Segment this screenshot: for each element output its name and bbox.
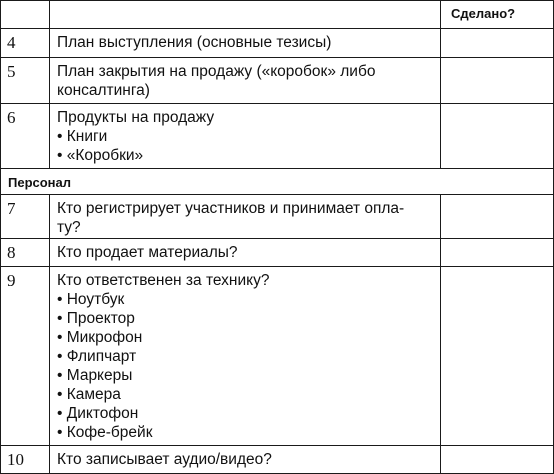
bullet-item: • Камера [57,385,437,404]
row-divider [0,103,554,104]
row-divider [0,168,554,169]
bullet-item: • Ноутбук [57,290,437,309]
bullet-item: • Кофе-брейк [57,423,437,442]
column-divider-done [440,0,441,168]
table-border-left [0,0,1,474]
row-divider [0,445,554,446]
row-divider [0,28,554,29]
row-text [57,108,437,165]
row-text [57,33,437,52]
row-text-line: План выступления (основные тезисы) [57,34,332,51]
row-number: 6 [7,108,16,127]
row-text-line: Продукты на продажу [57,109,215,126]
section-label: Персонал [8,175,72,190]
row-text [57,62,437,100]
row-divider [0,238,554,239]
row-number: 7 [7,199,16,218]
row-divider [0,0,554,1]
column-divider-num [49,194,50,474]
row-text [57,450,437,469]
row-text [57,199,437,237]
row-text-line: Кто регистрирует участников и принимает опла- [57,200,405,217]
column-divider-done [440,194,441,474]
row-divider [0,194,554,195]
row-text [57,271,437,442]
row-number: 9 [7,271,16,290]
row-divider [0,266,554,267]
bullet-item: • Книги [57,127,437,146]
row-text-line: Кто ответственен за технику? [57,272,270,289]
bullet-item: • Флипчарт [57,347,437,366]
row-number: 10 [7,450,24,469]
bullet-item: • Микрофон [57,328,437,347]
row-text-line: Кто продает материалы? [57,244,238,261]
row-number: 8 [7,243,16,262]
bullet-item: • Диктофон [57,404,437,423]
row-text [57,243,437,262]
row-text-line: План закрытия на продажу («коробок» либо [57,63,376,80]
row-number: 5 [7,62,16,81]
column-divider-num [49,0,50,168]
row-text-line: консалтинга) [57,82,150,99]
row-text-line: Кто записывает аудио/видео? [57,451,272,468]
done-column-header: Сделано? [451,6,516,21]
bullet-item: • Проектор [57,309,437,328]
bullet-item: • Маркеры [57,366,437,385]
row-number: 4 [7,33,16,52]
bullet-item: • «Коробки» [57,146,437,165]
row-text-line: ту? [57,219,81,236]
row-divider [0,57,554,58]
